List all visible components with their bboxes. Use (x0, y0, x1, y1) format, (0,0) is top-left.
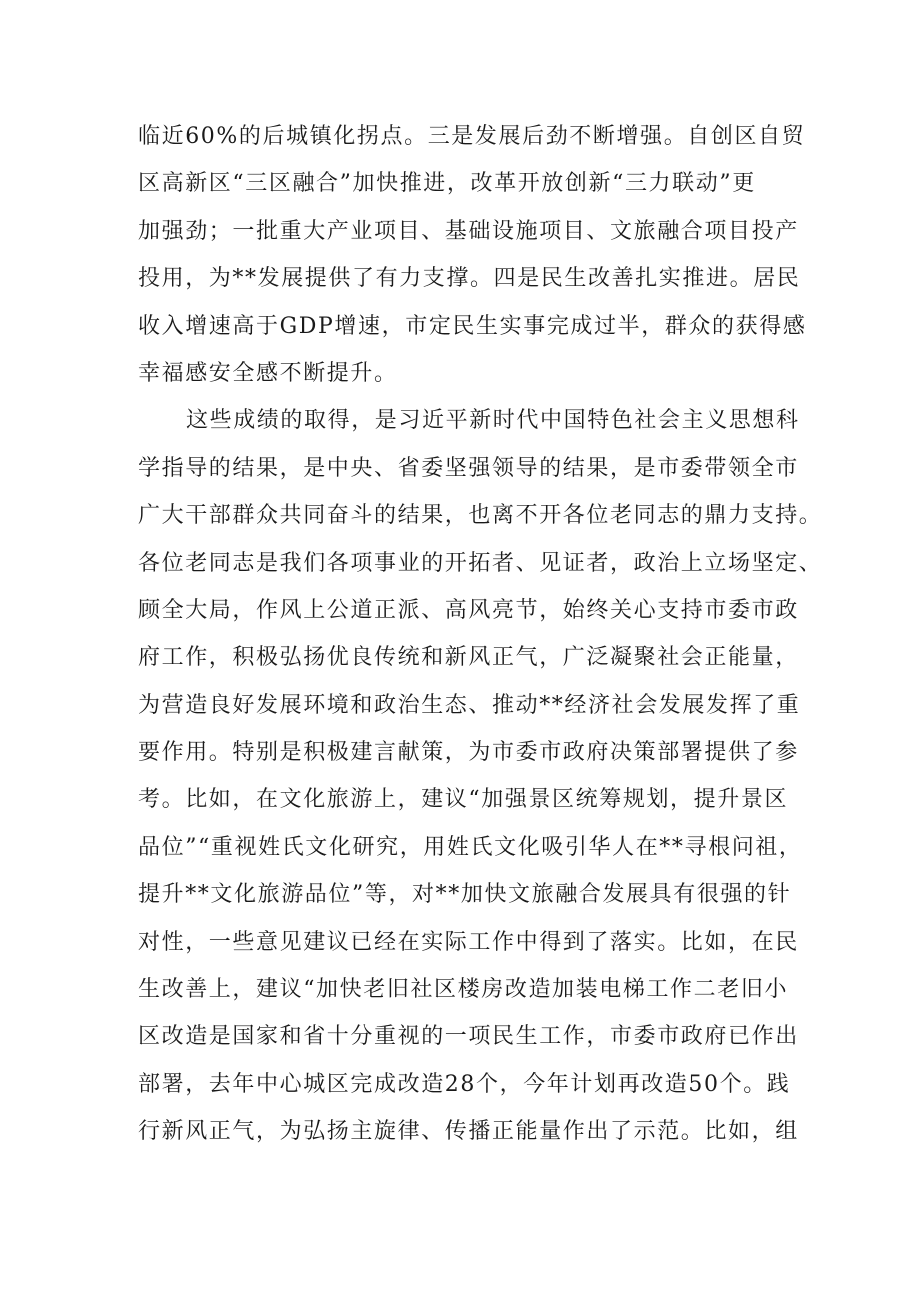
text-line: 行新风正气，为弘扬主旋律、传播正能量作出了示范。比如，组 (138, 1119, 799, 1145)
text-line: 这些成绩的取得，是习近平新时代中国特色社会主义思想科 (186, 408, 800, 434)
text-line: 生改善上，建议“加快老旧社区楼房改造加装电梯工作二老旧小 (138, 977, 789, 1003)
text-line: 广大干部群众共同奋斗的结果，也离不开各位老同志的鼎力支持。 (138, 503, 823, 529)
text-line: 区高新区“三区融合”加快推进，改革开放创新“三力联动”更 (138, 171, 756, 197)
text-line: 府工作，积极弘扬优良传统和新风正气，广泛凝聚社会正能量， (138, 645, 799, 671)
text-line: 幸福感安全感不断提升。 (138, 360, 398, 386)
text-line: 各位老同志是我们各项事业的开拓者、见证者，政治上立场坚定、 (138, 550, 823, 576)
text-line: 对性，一些意见建议已经在实际工作中得到了落实。比如，在民 (138, 929, 799, 955)
text-line: 提升**文化旅游品位”等，对**加快文旅融合发展具有很强的针 (138, 882, 792, 908)
paragraph (138, 397, 823, 1155)
text-line: 加强劲；一批重大产业项目、基础设施项目、文旅融合项目投产 (138, 218, 799, 244)
text-line: 收入增速高于GDP增速，市定民生实事完成过半，群众的获得感 (138, 313, 807, 339)
text-line: 临近60%的后城镇化拐点。三是发展后劲不断增强。自创区自贸 (138, 124, 806, 149)
text-line: 投用，为**发展提供了有力支撑。四是民生改善扎实推进。居民 (138, 266, 801, 292)
document-body (138, 113, 823, 1156)
paragraph (138, 113, 807, 397)
text-line: 部署，去年中心城区完成改造28个，今年计划再改造50个。践 (138, 1071, 791, 1097)
text-line: 区改造是国家和省十分重视的一项民生工作，市委市政府已作出 (138, 1024, 799, 1050)
text-line: 为营造良好发展环境和政治生态、推动**经济社会发展发挥了重 (138, 692, 801, 718)
text-line: 要作用。特别是积极建言献策，为市委市政府决策部署提供了参 (138, 740, 799, 766)
text-line: 考。比如，在文化旅游上，建议“加强景区统筹规划，提升景区 (138, 787, 789, 813)
text-line: 学指导的结果，是中央、省委坚强领导的结果，是市委带领全市 (138, 455, 799, 481)
text-line: 顾全大局，作风上公道正派、高风亮节，始终关心支持市委市政 (138, 597, 799, 623)
text-line: 品位”“重视姓氏文化研究，用姓氏文化吸引华人在**寻根问祖， (138, 834, 803, 860)
